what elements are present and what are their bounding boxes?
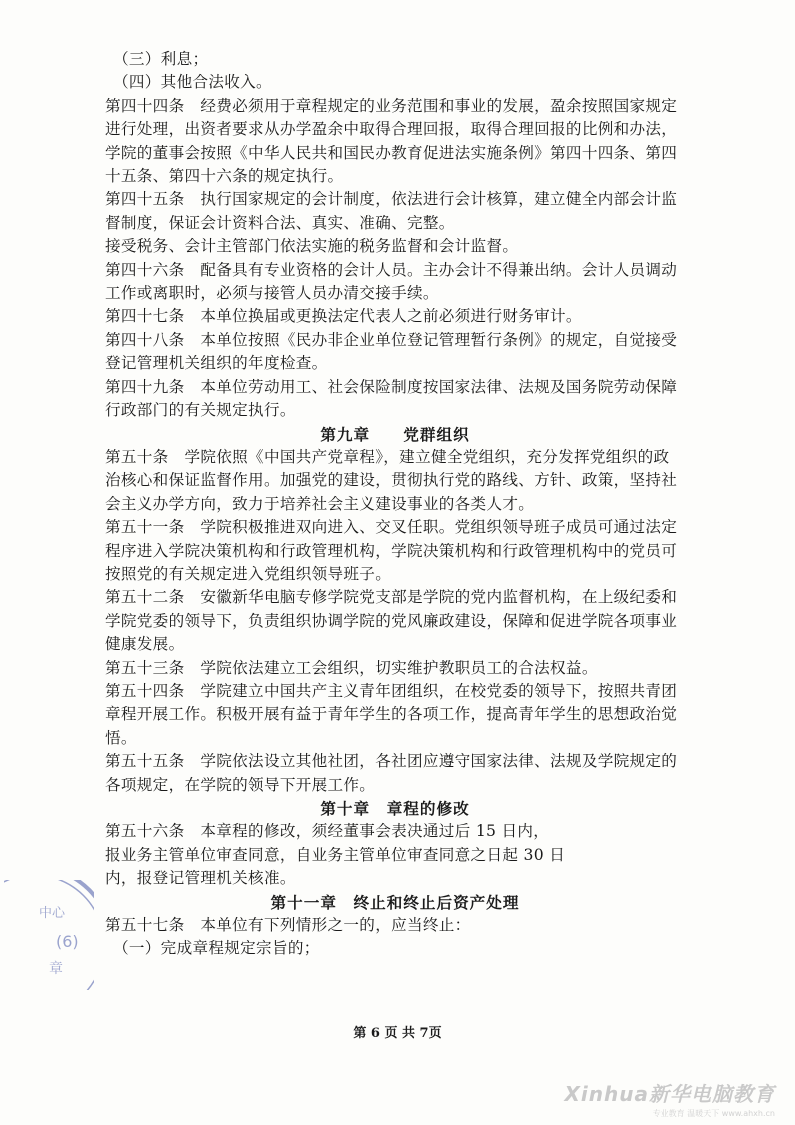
svg-text:中心: 中心 bbox=[39, 906, 66, 921]
paragraph: 第五十六条 本章程的修改，须经董事会表决通过后 15 日内， bbox=[105, 822, 550, 841]
paragraph: （一）完成章程规定宗旨的； bbox=[113, 939, 320, 958]
chapter-heading: 第十章 章程的修改 bbox=[320, 799, 470, 818]
logo-main-text: Xinhua新华电脑教育 bbox=[564, 1082, 775, 1106]
paragraph: 第五十五条 学院依法设立其他社团，各社团应遵守国家法律、法规及学院规定的各项规定，在学院的领导下开展工作。 bbox=[105, 752, 678, 794]
page-footer: 第 6 页 共 7页 bbox=[353, 1026, 442, 1041]
paragraph: 第五十条 学院依照《中国共产党章程》，建立健全党组织，充分发挥党组织的政治核心和保证监督作用。加强党的建设，贯彻执行党的路线、方针、政策，坚持社会主义办学方向，致力于培养社会主义建设事业的各类人才。 bbox=[105, 447, 678, 513]
paragraph: 第五十四条 学院建立中国共产主义青年团组织，在校党委的领导下，按照共青团章程开展工作。积极开展有益于青年学生的各项工作，提高青年学生的思想政治觉悟。 bbox=[105, 681, 678, 747]
document-body bbox=[105, 48, 685, 961]
paragraph: 第四十九条 本单位劳动用工、社会保险制度按国家法律、法规及国务院劳动保障行政部门的有关规定执行。 bbox=[105, 377, 678, 420]
logo-sub-text: 专业教育 温暖天下 www.ahxh.cn bbox=[652, 1109, 775, 1118]
paragraph: 第四十四条 经费必须用于章程规定的业务范围和事业的发展，盈余按照国家规定进行处理，出资者要求从办学盈余中取得合理回报，取得合理回报的比例和办法，学院的董事会按照《中华人民共和国民办教育促进法实施条例》第四十四条、第四十五条、第四十六条的规定执行。 bbox=[105, 96, 678, 186]
paragraph: 第四十六条 配备具有专业资格的会计人员。主办会计不得兼出纳。会计人员调动工作或离职时，必须与接管人员办清交接手续。 bbox=[105, 260, 678, 303]
chapter-heading: 第十一章 终止和终止后资产处理 bbox=[270, 892, 520, 912]
paragraph: 内，报登记管理机关核准。 bbox=[105, 869, 296, 888]
paragraph: （四）其他合法收入。 bbox=[113, 73, 272, 92]
paragraph: 第五十二条 安徽新华电脑专修学院党支部是学院的党内监督机构，在上级纪委和学院党委的领导下，负责组织协调学院的党风廉政建设，保障和促进学院各项事业健康发展。 bbox=[105, 588, 678, 654]
svg-text:(6): (6) bbox=[56, 932, 79, 951]
paragraph: 报业务主管单位审查同意，自业务主管单位审查同意之日起 30 日 bbox=[105, 845, 566, 864]
paragraph: 接受税务、会计主管部门依法实施的税务监督和会计监督。 bbox=[105, 237, 519, 256]
paragraph: （三）利息； bbox=[113, 50, 209, 68]
paragraph: 第四十七条 本单位换届或更换法定代表人之前必须进行财务审计。 bbox=[105, 307, 582, 326]
paragraph: 第五十七条 本单位有下列情形之一的，应当终止： bbox=[105, 916, 471, 935]
paragraph: 第四十八条 本单位按照《民办非企业单位登记管理暂行条例》的规定，自觉接受登记管理机关组织的年度检查。 bbox=[105, 330, 678, 373]
official-seal-stamp: 中心 (6) 章 日 bbox=[4, 880, 94, 990]
chapter-heading: 第九章 党群组织 bbox=[320, 424, 470, 444]
xinhua-logo-watermark bbox=[565, 1078, 776, 1119]
paragraph: 第四十五条 执行国家规定的会计制度，依法进行会计核算，建立健全内部会计监督制度，保证会计资料合法、真实、准确、完整。 bbox=[105, 190, 678, 232]
paragraph: 第五十一条 学院积极推进双向进入、交叉任职。党组织领导班子成员可通过法定程序进入学院决策机构和行政管理机构，学院决策机构和行政管理机构中的党员可按照党的有关规定进入党组织领导班子。 bbox=[105, 518, 678, 583]
paragraph: 第五十三条 学院依法建立工会组织，切实维护教职员工的合法权益。 bbox=[105, 658, 598, 677]
svg-text:章: 章 bbox=[49, 961, 63, 977]
